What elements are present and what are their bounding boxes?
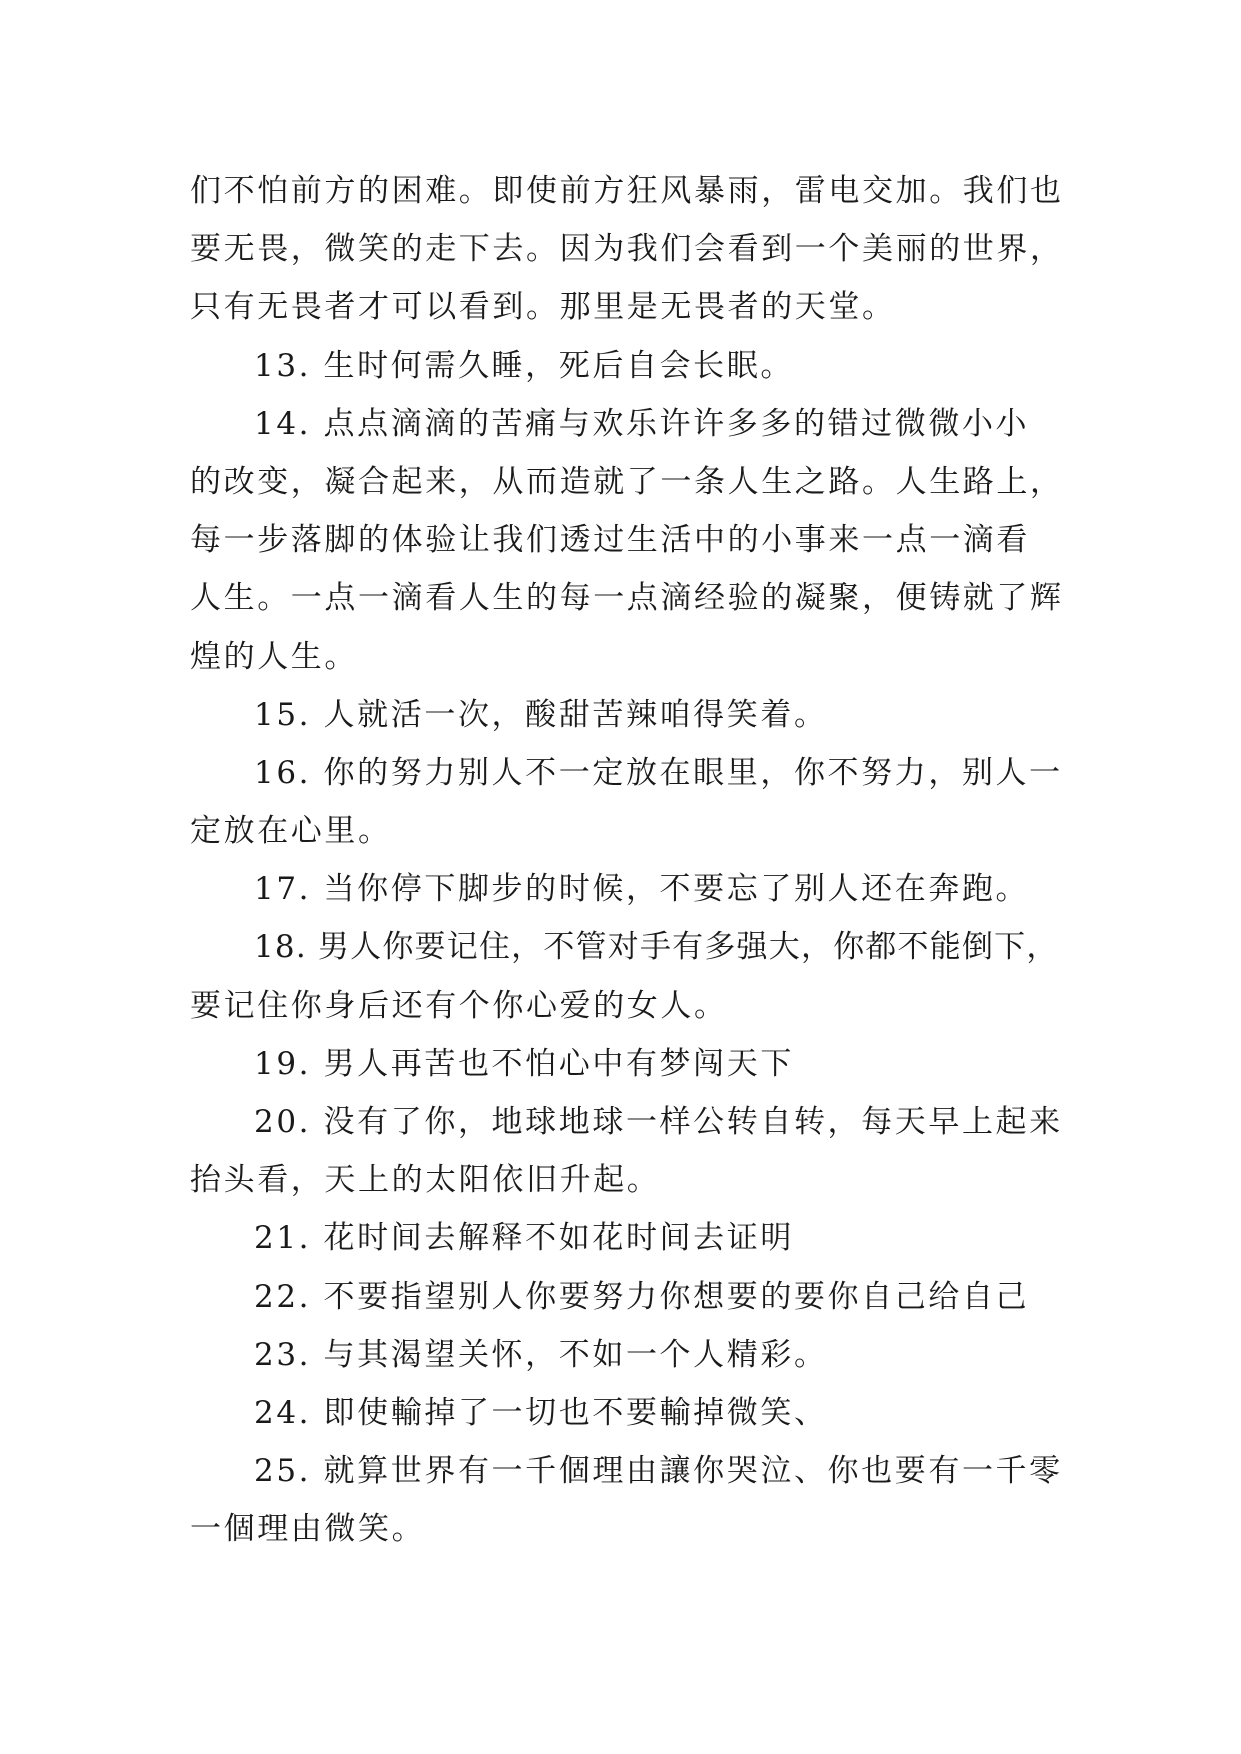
- list-item-16: 16. 你的努力别人不一定放在眼里，你不努力，别人一: [254, 754, 1063, 791]
- text-line: 定放在心里。: [190, 813, 392, 850]
- text-line: 要无畏，微笑的走下去。因为我们会看到一个美丽的世界，: [190, 231, 1064, 268]
- text-line: 要记住你身后还有个你心爱的女人。: [190, 987, 728, 1024]
- text-line: 一個理由微笑。: [190, 1511, 426, 1548]
- text-line: 人生。一点一滴看人生的每一点滴经验的凝聚，便铸就了辉: [190, 580, 1064, 617]
- list-item-21: 21. 花时间去解释不如花时间去证明: [254, 1220, 794, 1257]
- list-item-14: 14. 点点滴滴的苦痛与欢乐许许多多的错过微微小小: [254, 405, 1030, 442]
- list-item-25: 25. 就算世界有一千個理由讓你哭泣、你也要有一千零: [254, 1453, 1063, 1490]
- list-item-19: 19. 男人再苦也不怕心中有梦闯天下: [254, 1045, 794, 1082]
- list-item-17: 17. 当你停下脚步的时候，不要忘了别人还在奔跑。: [254, 871, 1030, 908]
- text-line: 抬头看，天上的太阳依旧升起。: [190, 1162, 661, 1199]
- text-line: 的改变，凝合起来，从而造就了一条人生之路。人生路上，: [190, 463, 1064, 500]
- list-item-23: 23. 与其渴望关怀，不如一个人精彩。: [254, 1336, 828, 1373]
- list-item-24: 24. 即使輸掉了一切也不要輸掉微笑、: [254, 1394, 828, 1431]
- text-line: 们不怕前方的困难。即使前方狂风暴雨，雷电交加。我们也: [190, 173, 1064, 209]
- text-line: 煌的人生。: [190, 638, 358, 675]
- text-line: 只有无畏者才可以看到。那里是无畏者的天堂。: [190, 289, 896, 326]
- list-item-20: 20. 没有了你，地球地球一样公转自转，每天早上起来: [254, 1104, 1063, 1140]
- list-item-13: 13. 生时何需久睡，死后自会长眠。: [254, 347, 794, 384]
- list-item-22: 22. 不要指望别人你要努力你想要的要你自己给自己: [254, 1278, 1030, 1315]
- list-item-15: 15. 人就活一次，酸甜苦辣咱得笑着。: [254, 696, 828, 733]
- list-item-18: 18. 男人你要记住，不管对手有多强大，你都不能倒下，: [254, 929, 1059, 966]
- body-text: [190, 162, 1070, 1559]
- text-line: 每一步落脚的体验让我们透过生活中的小事来一点一滴看: [190, 522, 1030, 559]
